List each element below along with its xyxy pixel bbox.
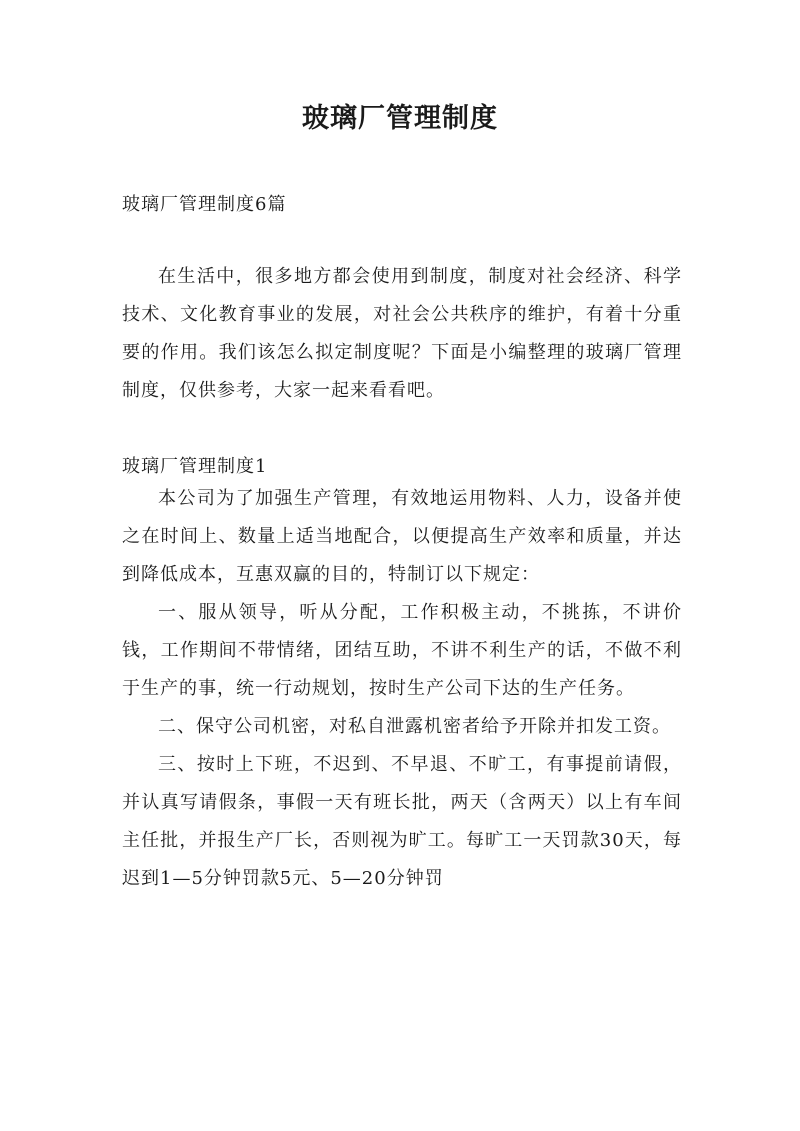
document-subtitle: 玻璃厂管理制度6篇 xyxy=(122,194,287,215)
body-paragraph: 本公司为了加强生产管理，有效地运用物料、人力，设备并使之在时间上、数量上适当地配合，以便提高生产效率和质量，并达到降低成本，互惠双赢的目的，特制订以下规定： xyxy=(122,488,682,585)
intro-block xyxy=(122,258,682,410)
intro-paragraph: 在生活中，很多地方都会使用到制度，制度对社会经济、科学技术、文化教育事业的发展，对社会公共秩序的维护，有着十分重要的作用。我们该怎么拟定制度呢？下面是小编整理的玻璃厂管理制度，仅供参考，大家一起来看看吧。 xyxy=(122,266,682,401)
body-paragraph: 三、按时上下班，不迟到、不早退、不旷工，有事提前请假，并认真写请假条，事假一天有班长批，两天（含两天）以上有车间主任批，并报生产厂长，否则视为旷工。每旷工一天罚款30天，每迟到1—5分钟罚款5元、5—20分钟罚 xyxy=(122,754,682,889)
section-heading: 玻璃厂管理制度1 xyxy=(122,456,268,477)
document-title: 玻璃厂管理制度 xyxy=(302,103,498,134)
body-paragraph: 一、服从领导，听从分配，工作积极主动，不挑拣，不讲价钱，工作期间不带情绪，团结互助，不讲不利生产的话，不做不利于生产的事，统一行动规划，按时生产公司下达的生产任务。 xyxy=(122,602,682,699)
body-paragraph: 二、保守公司机密，对私自泄露机密者给予开除并扣发工资。 xyxy=(158,716,671,737)
body-block xyxy=(122,480,682,898)
